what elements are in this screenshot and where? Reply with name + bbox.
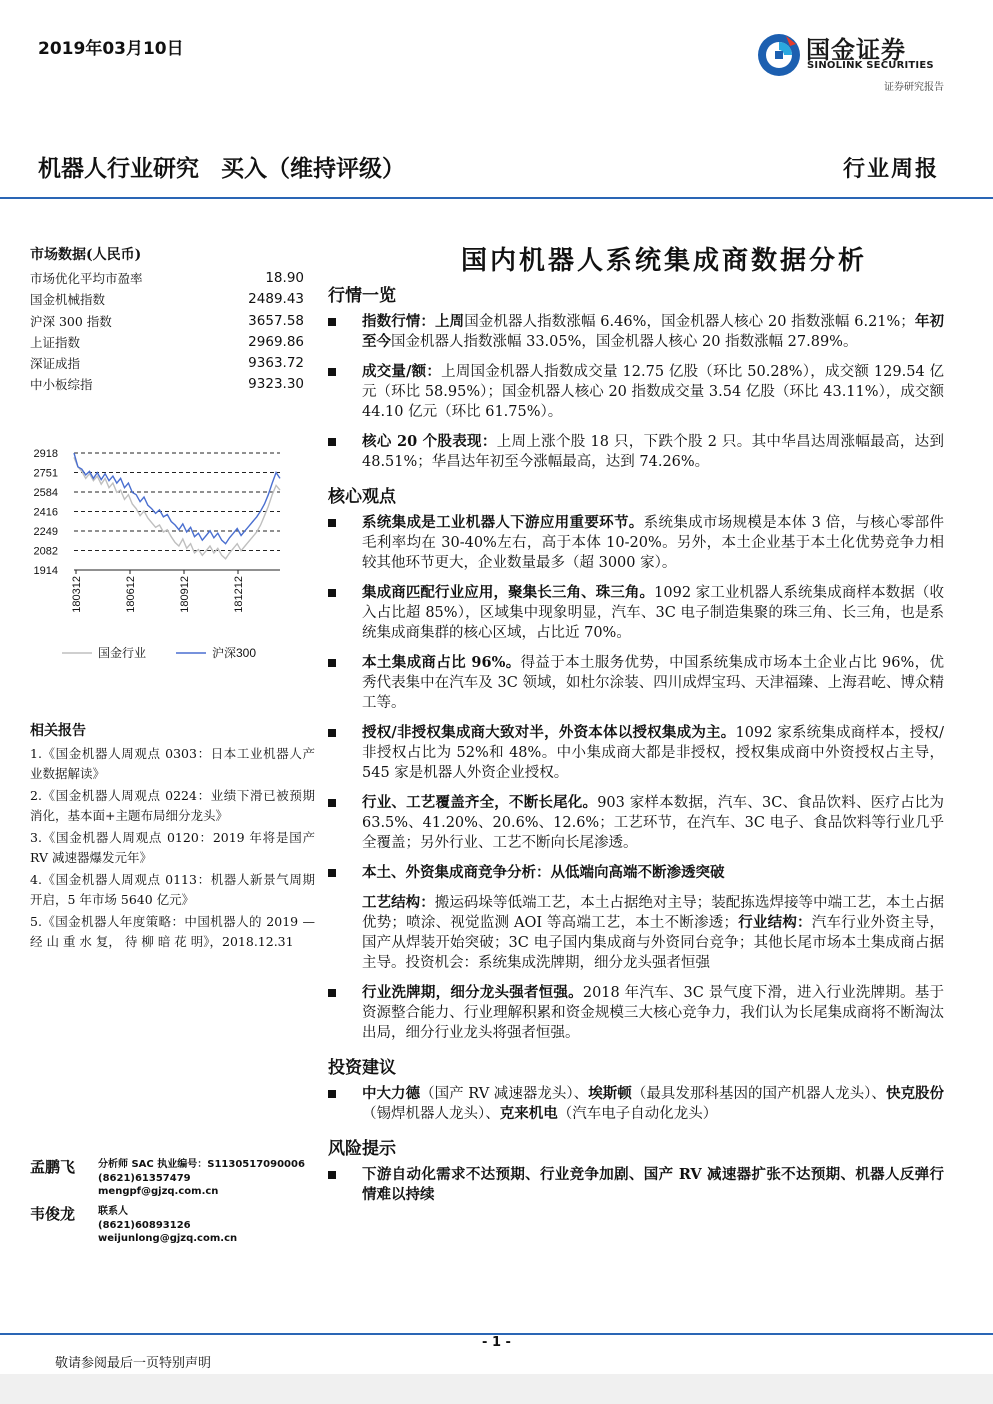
bullet-item	[328, 362, 944, 422]
legend-label: 国金行业	[98, 646, 147, 660]
bullet-item	[328, 793, 944, 853]
bullet-item	[328, 312, 944, 352]
item-lead: 核心 20 个股表现：	[362, 433, 497, 450]
report-title: 机器人行业研究	[38, 156, 199, 182]
bullet-icon	[328, 799, 336, 807]
item-lead: 系统集成是工业机器人下游应用重要环节。	[362, 514, 644, 531]
market-value: 2969.86	[248, 333, 304, 350]
y-tick-label: 2584	[33, 487, 58, 499]
item-text: 系统集成市场规模是本体 3 倍，与核心零部件毛利率均在 30-40%左右，高于本体 10-20%。另外，本土企业基于本土化优势竞争力相较其他环节更大，企业数量最多（超 3000 家）。	[362, 515, 945, 571]
item-lead: 成交量/额：	[362, 363, 442, 380]
analyst-role: 联系人	[98, 1206, 128, 1217]
analyst-info	[98, 1158, 305, 1199]
market-label: 国金机械指数	[30, 292, 106, 308]
item-lead: 快克股份	[885, 1085, 945, 1102]
page-number: - 1 -	[482, 1335, 511, 1350]
bullet-icon	[328, 318, 336, 326]
market-row	[30, 374, 310, 395]
bullet-item	[328, 1084, 944, 1124]
section-heading: 行情一览	[328, 286, 396, 306]
report-item: 5.《国金机器人年度策略：中国机器人的 2019 — 经 山 重 水 复， 待 柳 暗 花 明》，2018.12.31	[30, 914, 315, 949]
analyst-name: 孟鹏飞	[30, 1158, 76, 1176]
bullet-item	[328, 723, 944, 783]
market-label: 上证指数	[30, 334, 81, 350]
bullet-item	[328, 653, 944, 713]
index-line-chart	[28, 440, 290, 670]
market-value: 3657.58	[248, 312, 304, 329]
item-lead: 授权/非授权集成商大致对半，外资本体以授权集成为主。	[362, 724, 736, 741]
bullet-icon	[328, 869, 336, 877]
sinolink-logo	[756, 30, 946, 92]
market-value: 18.90	[265, 270, 304, 286]
bullet-icon	[328, 1090, 336, 1098]
section-heading: 风险提示	[328, 1139, 396, 1159]
report-item: 3.《国金机器人周观点 0120：2019 年将是国产 RV 减速器爆发元年》	[30, 830, 315, 865]
para-lead: 行业结构：	[737, 914, 812, 931]
bullet-icon	[328, 1171, 336, 1179]
bullet-icon	[328, 589, 336, 597]
logo-mark-icon	[756, 32, 802, 78]
item-text: 国金机器人指数涨幅 6.46%，国金机器人核心 20 指数涨幅 6.21%；	[464, 314, 915, 330]
item-lead: 克来机电	[499, 1105, 558, 1122]
market-row	[30, 332, 310, 353]
bullet-item	[328, 983, 944, 1043]
market-label: 中小板综指	[30, 377, 93, 393]
report-heading	[38, 150, 427, 183]
item-lead: 中大力德	[362, 1085, 421, 1102]
market-row	[30, 268, 310, 289]
report-item: 4.《国金机器人周观点 0113：机器人新景气周期开启，5 年市场 5640 亿元》	[30, 872, 315, 907]
item-text: （汽车电子自动化龙头）	[557, 1106, 718, 1122]
y-tick-label: 2249	[33, 526, 58, 538]
para-text: 汽车行业外资主导，国产从焊装开始突破；3C 电子国内集成商与外资同台竞争；其他长尾市场本土集成商占据主导。投资机会：系统集成洗牌期，细分龙头强者恒强	[362, 915, 945, 971]
item-text: 上周国金机器人指数成交量 12.75 亿股（环比 50.28%），成交额 129.54 亿元（环比 58.95%）；国金机器人核心 20 指数成交量 3.54 亿股（环比 43.11%），成交额 44.10 亿元（环比 61.75%）。	[362, 364, 944, 420]
item-lead: 行业洗牌期，细分龙头强者恒强。	[362, 984, 583, 1001]
reports-heading: 相关报告	[30, 723, 86, 739]
report-item: 2.《国金机器人周观点 0224：业绩下滑已被预期消化，基本面+主题布局细分龙头》	[30, 788, 315, 823]
x-tick-label: 180312	[71, 576, 83, 613]
item-text: 903 家样本数据，汽车、3C、食品饮料、医疗占比为 63.5%、41.20%、20.6%、12.6%；工艺环节，在汽车、3C 电子、食品饮料等行业几乎全覆盖；另外行业、工艺不断向长尾渗透。	[362, 795, 945, 851]
analyst-phone: (8621)60893126	[98, 1219, 191, 1231]
logo-subtitle: 证券研究报告	[884, 82, 944, 93]
market-row	[30, 353, 310, 374]
bullet-item	[328, 513, 944, 573]
market-label: 市场优化平均市盈率	[30, 271, 143, 286]
rating: 买入（维持评级）	[221, 156, 405, 182]
logo-en-text: SINOLINK SECURITIES	[807, 60, 934, 71]
section-heading: 核心观点	[328, 487, 396, 507]
item-lead: 年初至今	[362, 313, 945, 350]
market-value: 2489.43	[248, 291, 304, 308]
legend-label: 沪深300	[212, 646, 257, 660]
related-reports	[30, 720, 315, 954]
market-heading: 市场数据(人民币)	[30, 247, 142, 263]
analyst-phone: (8621)61357479	[98, 1172, 191, 1184]
item-lead: 指数行情：上周	[362, 313, 465, 330]
market-row	[30, 289, 310, 310]
market-row	[30, 311, 310, 332]
bullet-icon	[328, 438, 336, 446]
item-lead: 本土、外资集成商竞争分析：从低端向高端不断渗透突破	[362, 864, 725, 881]
y-tick-label: 2416	[33, 506, 58, 519]
x-tick-label: 180612	[125, 576, 137, 613]
report-list	[30, 744, 315, 952]
header-rule	[0, 197, 993, 199]
main-title: 国内机器人系统集成商数据分析	[460, 246, 867, 276]
report-item: 1.《国金机器人周观点 0303：日本工业机器人产业数据解读》	[30, 746, 315, 781]
market-value: 9323.30	[248, 376, 304, 393]
x-tick-label: 181212	[233, 576, 245, 613]
item-text: 得益于本土服务优势，中国系统集成市场本土企业占比 96%，优秀代表集中在汽车及 3C 领域，如杜尔涂装、四川成焊宝玛、天津福臻、上海君屹、博众精工等。	[362, 655, 944, 711]
paragraph	[328, 893, 944, 973]
analyst-name: 韦俊龙	[30, 1205, 76, 1223]
item-lead: 下游自动化需求不达预期、行业竞争加剧、国产 RV 减速器扩张不达预期、机器人反弹行情难以持续	[362, 1166, 944, 1203]
item-text: 国金机器人指数涨幅 33.05%，国金机器人核心 20 指数涨幅 27.89%。	[391, 334, 858, 350]
bullet-icon	[328, 989, 336, 997]
para-text: 搬运码垛等低端工艺，本土占据绝对主导；装配拣选焊接等中端工艺，本土占据优势；喷涂、视觉监测 AOI 等高端工艺，本土不断渗透；	[362, 895, 945, 931]
report-type: 行业周报	[842, 156, 939, 182]
item-lead: 本土集成商占比 96%。	[362, 654, 521, 671]
footer-disclaimer: 敬请参阅最后一页特别声明	[55, 1356, 212, 1371]
report-date: 2019年03月10日	[38, 39, 184, 59]
bullet-icon	[328, 729, 336, 737]
analyst-info	[98, 1205, 237, 1246]
item-text: 2018 年汽车、3C 景气度下滑，进入行业洗牌期。基于资源整合能力、行业理解积累和资金规模三大核心竞争力，我们认为长尾集成商将不断淘汰出局，细分行业龙头将强者恒强。	[362, 985, 944, 1041]
market-value: 9363.72	[248, 355, 304, 372]
main-content	[328, 240, 944, 1215]
item-text: （最具发那科基因的国产机器人龙头）、	[631, 1086, 886, 1102]
item-text: （国产 RV 减速器龙头）、	[420, 1086, 589, 1102]
y-tick-label: 2751	[33, 467, 58, 480]
section-heading: 投资建议	[328, 1058, 396, 1078]
logo-cn-text: 国金证券	[806, 36, 906, 64]
market-table	[30, 268, 310, 396]
para-lead: 工艺结构：	[362, 894, 435, 911]
y-tick-label: 2082	[33, 545, 58, 558]
sections	[328, 281, 944, 1205]
item-text: 上周上涨个股 18 只，下跌个股 2 只。其中华昌达周涨幅最高，达到 48.51%；华昌达年初至今涨幅最高，达到 74.26%。	[362, 434, 944, 470]
item-text: 1092 家工业机器人系统集成商样本数据（收入占比超 85%），区域集中现象明显，汽车、3C 电子制造集聚的珠三角、长三角，也是系统集成商集群的核心区域，占比近 70%。	[362, 585, 944, 641]
market-label: 沪深 300 指数	[30, 313, 112, 329]
bullet-icon	[328, 659, 336, 667]
bullet-item	[328, 863, 944, 883]
bullet-item	[328, 1165, 944, 1205]
series-line	[74, 453, 280, 544]
y-tick-label: 2918	[33, 448, 58, 460]
bullet-item	[328, 583, 944, 643]
analyst-email[interactable]: mengpf@gjzq.com.cn	[98, 1186, 219, 1197]
market-data-panel	[30, 244, 310, 396]
market-label: 深证成指	[30, 356, 81, 372]
item-text: 1092 家系统集成商样本，授权/非授权占比为 52%和 48%。中小集成商大都是非授权，授权集成商中外资授权占主导，545 家是机器人外资企业授权。	[362, 725, 944, 781]
bullet-item	[328, 432, 944, 472]
item-lead: 行业、工艺覆盖齐全，不断长尾化。	[362, 794, 598, 811]
y-tick-label: 1914	[33, 565, 58, 577]
analyst-email[interactable]: weijunlong@gjzq.com.cn	[98, 1233, 238, 1244]
x-tick-label: 180912	[179, 576, 191, 613]
item-text: （锡焊机器人龙头）、	[362, 1106, 500, 1122]
bullet-icon	[328, 519, 336, 527]
item-lead: 集成商匹配行业应用，聚集长三角、珠三角。	[362, 584, 655, 601]
footer-strip	[0, 1374, 993, 1404]
bullet-icon	[328, 368, 336, 376]
analyst-role: 分析师 SAC 执业编号：S1130517090006	[98, 1159, 305, 1170]
item-lead: 埃斯顿	[588, 1085, 632, 1102]
